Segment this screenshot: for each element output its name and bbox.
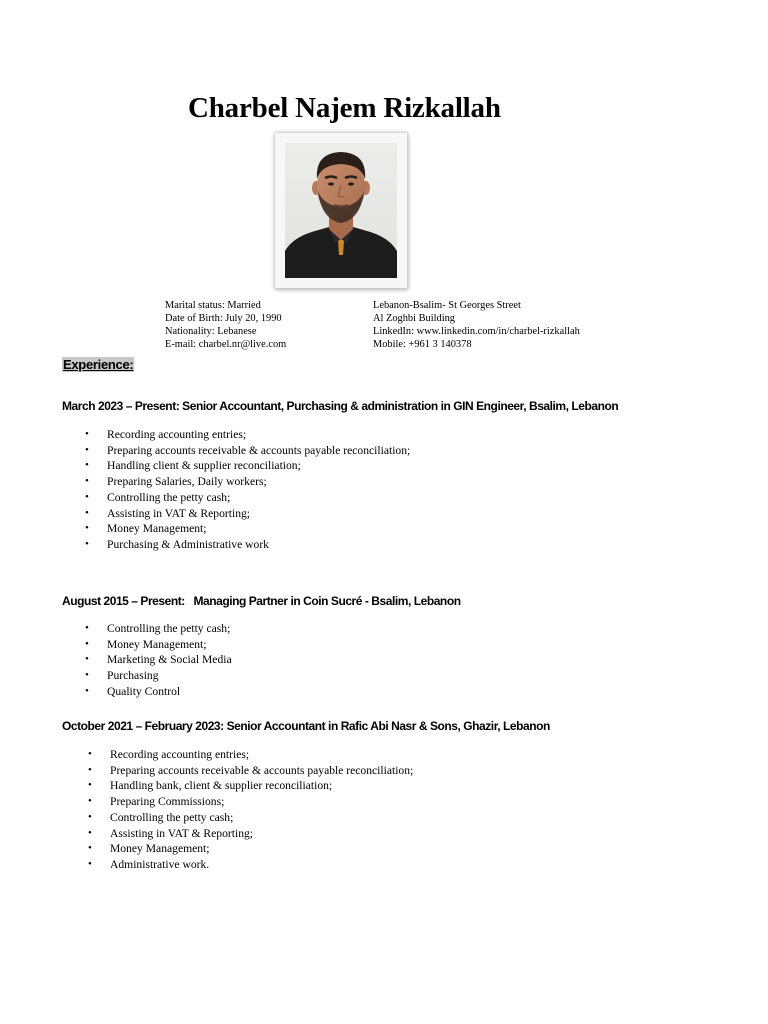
list-item: • Preparing Commissions; bbox=[88, 795, 225, 809]
job-title-3: October 2021 – February 2023: Senior Accountant in Rafic Abi Nasr & Sons, Ghazir, Lebanon bbox=[62, 719, 550, 733]
address-line-2: Al Zoghbi Building bbox=[373, 313, 455, 324]
list-item: • Controlling the petty cash; bbox=[85, 490, 231, 504]
bullet-icon: • bbox=[85, 428, 89, 440]
list-item: • Money Management; bbox=[85, 637, 207, 651]
bullet-icon: • bbox=[88, 810, 92, 823]
bullet-icon: • bbox=[88, 748, 92, 760]
nationality: Nationality: Lebanese bbox=[165, 326, 257, 337]
list-item: • Administrative work. bbox=[88, 857, 210, 871]
bullet-icon: • bbox=[85, 475, 89, 488]
job-title-1: March 2023 – Present: Senior Accountant, Purchasing & administration in GIN Engineer, Bsalim, Lebanon bbox=[62, 399, 619, 413]
bullet-icon: • bbox=[88, 842, 92, 855]
list-item: • Preparing Salaries, Daily workers; bbox=[85, 475, 267, 489]
email: E-mail: charbel.nr@live.com bbox=[165, 339, 287, 350]
list-item: • Controlling the petty cash; bbox=[85, 622, 231, 635]
linkedin: LinkedIn: www.linkedin.com/in/charbel-rizkallah bbox=[373, 326, 580, 337]
bullet-icon: • bbox=[85, 669, 89, 682]
bullet-icon: • bbox=[88, 779, 92, 792]
personal-info-right bbox=[373, 299, 580, 351]
list-item: • Controlling the petty cash; bbox=[88, 810, 234, 824]
bullet-icon: • bbox=[85, 637, 89, 650]
list-item: • Marketing & Social Media bbox=[85, 653, 232, 667]
bullet-icon: • bbox=[88, 795, 92, 808]
mobile: Mobile: +961 3 140378 bbox=[373, 339, 472, 350]
bullet-icon: • bbox=[88, 857, 92, 870]
list-item: • Money Management; bbox=[85, 522, 207, 536]
bullet-icon: • bbox=[85, 684, 89, 697]
bullet-icon: • bbox=[85, 506, 89, 519]
list-item: • Purchasing & Administrative work bbox=[85, 537, 269, 551]
bullet-icon: • bbox=[88, 763, 92, 776]
job-duties-1 bbox=[85, 427, 411, 553]
bullet-icon: • bbox=[88, 826, 92, 839]
address-line-1: Lebanon-Bsalim- St Georges Street bbox=[373, 300, 521, 311]
list-item: • Purchasing bbox=[85, 669, 159, 683]
list-item: • Recording accounting entries; bbox=[85, 428, 247, 441]
date-of-birth: Date of Birth: July 20, 1990 bbox=[165, 313, 282, 324]
profile-photo bbox=[275, 133, 407, 288]
list-item: • Assisting in VAT & Reporting; bbox=[85, 506, 251, 520]
personal-info-left bbox=[165, 299, 286, 351]
bullet-icon: • bbox=[85, 653, 89, 666]
list-item: • Preparing accounts receivable & accounts payable reconciliation; bbox=[85, 443, 411, 457]
list-item: • Handling client & supplier reconciliation; bbox=[85, 459, 301, 473]
portrait-image bbox=[285, 143, 397, 278]
marital-status: Marital status: Married bbox=[165, 300, 261, 311]
job-duties-2 bbox=[85, 621, 232, 700]
job-duties-3 bbox=[88, 747, 414, 873]
list-item: • Handling bank, client & supplier reconciliation; bbox=[88, 779, 333, 793]
experience-heading: Experience: bbox=[63, 357, 134, 372]
bullet-icon: • bbox=[85, 522, 89, 535]
list-item: • Quality Control bbox=[85, 684, 181, 698]
list-item: • Money Management; bbox=[88, 842, 210, 856]
bullet-icon: • bbox=[85, 443, 89, 456]
list-item: • Preparing accounts receivable & accounts payable reconciliation; bbox=[88, 763, 414, 777]
bullet-icon: • bbox=[85, 537, 89, 550]
bullet-icon: • bbox=[85, 622, 89, 634]
job-title-2: August 2015 – Present: Managing Partner in Coin Sucré - Bsalim, Lebanon bbox=[62, 594, 461, 608]
candidate-name: Charbel Najem Rizkallah bbox=[188, 92, 501, 124]
list-item: • Recording accounting entries; bbox=[88, 748, 250, 761]
bullet-icon: • bbox=[85, 459, 89, 472]
bullet-icon: • bbox=[85, 490, 89, 503]
list-item: • Assisting in VAT & Reporting; bbox=[88, 826, 254, 840]
